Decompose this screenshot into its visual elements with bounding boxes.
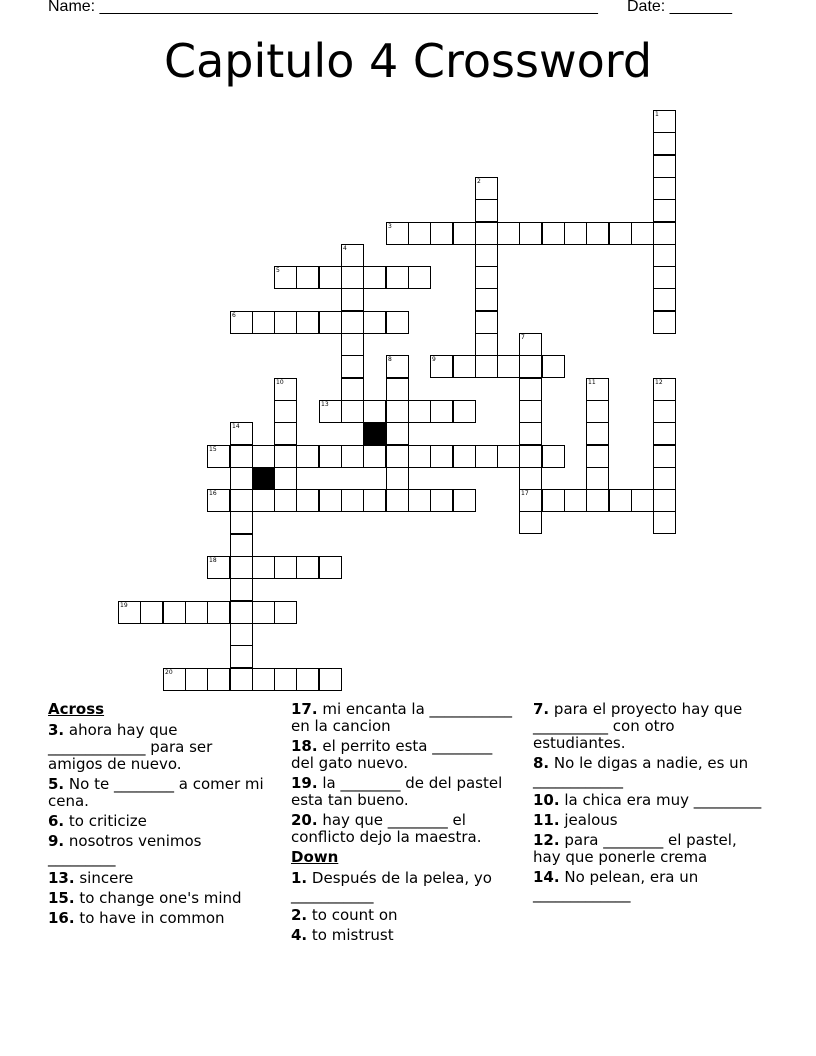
clue-text: el perrito esta ________ del gato nuevo. <box>291 737 493 772</box>
clue-item <box>48 910 268 927</box>
grid-cell[interactable] <box>207 668 230 691</box>
grid-cell[interactable] <box>430 489 453 512</box>
clue-text: para ________ el pastel, hay que ponerle crema <box>533 831 737 866</box>
grid-cell[interactable] <box>230 645 253 668</box>
grid-cell[interactable] <box>430 445 453 468</box>
clue-number: 13 <box>321 401 329 408</box>
clue-number-label: 9. <box>48 832 65 850</box>
grid-cell[interactable] <box>118 601 141 624</box>
clue-text: No pelean, era un _____________ <box>533 868 699 903</box>
clue-text: No te ________ a comer mi cena. <box>48 775 264 810</box>
clue-item <box>533 869 768 903</box>
grid-cell[interactable] <box>296 556 319 579</box>
grid-cell[interactable] <box>341 333 364 356</box>
grid-cell[interactable] <box>319 400 342 423</box>
grid-cell[interactable] <box>341 288 364 311</box>
grid-cell[interactable] <box>185 668 208 691</box>
grid-cell[interactable] <box>341 244 364 267</box>
clue-item <box>48 813 268 830</box>
grid-cell[interactable] <box>185 601 208 624</box>
clue-number-label: 16. <box>48 909 75 927</box>
grid-cell[interactable] <box>207 445 230 468</box>
grid-cell[interactable] <box>497 355 520 378</box>
clue-number: 17 <box>521 490 529 497</box>
grid-cell[interactable] <box>475 288 498 311</box>
grid-cell[interactable] <box>274 467 297 490</box>
grid-cell[interactable] <box>586 467 609 490</box>
grid-cell[interactable] <box>252 311 275 334</box>
clue-number-label: 13. <box>48 869 75 887</box>
grid-cell[interactable] <box>542 222 565 245</box>
clue-number: 6 <box>232 312 236 319</box>
clue-item <box>291 870 516 904</box>
grid-cell[interactable] <box>386 400 409 423</box>
grid-cell[interactable] <box>230 668 253 691</box>
clue-item <box>291 701 516 735</box>
grid-cell[interactable] <box>296 668 319 691</box>
clue-number-label: 19. <box>291 774 318 792</box>
grid-cell[interactable] <box>341 489 364 512</box>
grid-cell[interactable] <box>586 400 609 423</box>
grid-cell[interactable] <box>386 222 409 245</box>
grid-cell[interactable] <box>430 222 453 245</box>
clue-number: 14 <box>232 423 240 430</box>
grid-cell[interactable] <box>207 601 230 624</box>
grid-cell[interactable] <box>252 668 275 691</box>
grid-block-cell <box>252 467 275 490</box>
grid-cell[interactable] <box>475 177 498 200</box>
clue-number: 12 <box>655 379 663 386</box>
grid-cell[interactable] <box>274 311 297 334</box>
grid-cell[interactable] <box>519 489 542 512</box>
grid-cell[interactable] <box>631 489 654 512</box>
clue-text: No le digas a nadie, es un ____________ <box>533 754 749 789</box>
grid-cell[interactable] <box>653 467 676 490</box>
grid-cell[interactable] <box>497 445 520 468</box>
clue-number: 20 <box>165 669 173 676</box>
grid-cell[interactable] <box>341 400 364 423</box>
grid-cell[interactable] <box>274 378 297 401</box>
clue-text: Después de la pelea, yo ___________ <box>291 869 492 904</box>
grid-cell[interactable] <box>519 333 542 356</box>
clue-number-label: 2. <box>291 906 308 924</box>
grid-cell[interactable] <box>230 556 253 579</box>
clue-number: 18 <box>209 557 217 564</box>
down-heading: Down <box>291 848 339 866</box>
grid-cell[interactable] <box>653 155 676 178</box>
grid-cell[interactable] <box>252 489 275 512</box>
grid-cell[interactable] <box>653 511 676 534</box>
grid-cell[interactable] <box>586 489 609 512</box>
grid-cell[interactable] <box>453 355 476 378</box>
grid-cell[interactable] <box>519 222 542 245</box>
clue-number: 11 <box>588 379 596 386</box>
across-heading: Across <box>48 700 105 718</box>
grid-cell[interactable] <box>519 355 542 378</box>
clue-number-label: 20. <box>291 811 318 829</box>
clue-number-label: 8. <box>533 754 550 772</box>
clue-number: 1 <box>655 111 659 118</box>
clue-text: to have in common <box>79 909 225 927</box>
grid-cell[interactable] <box>363 489 386 512</box>
grid-cell[interactable] <box>586 378 609 401</box>
clue-item <box>48 870 268 887</box>
grid-cell[interactable] <box>631 222 654 245</box>
clue-number-label: 18. <box>291 737 318 755</box>
grid-cell[interactable] <box>319 556 342 579</box>
clue-item <box>48 833 268 867</box>
grid-cell[interactable] <box>475 222 498 245</box>
grid-cell[interactable] <box>609 489 632 512</box>
grid-cell[interactable] <box>386 355 409 378</box>
grid-cell[interactable] <box>207 556 230 579</box>
grid-cell[interactable] <box>475 244 498 267</box>
grid-cell[interactable] <box>274 489 297 512</box>
clue-column-1 <box>48 701 268 930</box>
grid-cell[interactable] <box>519 422 542 445</box>
page-title: Capitulo 4 Crossword <box>163 34 653 88</box>
clue-item <box>291 927 516 944</box>
clue-number-label: 15. <box>48 889 75 907</box>
clue-column-3 <box>533 701 768 906</box>
grid-cell[interactable] <box>341 266 364 289</box>
clue-item <box>533 701 768 752</box>
grid-cell[interactable] <box>519 445 542 468</box>
clue-number: 2 <box>477 178 481 185</box>
grid-cell[interactable] <box>475 199 498 222</box>
grid-cell[interactable] <box>386 445 409 468</box>
name-field-label: Name: ________________________________________________________ <box>48 0 598 15</box>
clue-item <box>533 792 768 809</box>
grid-cell[interactable] <box>475 445 498 468</box>
grid-cell[interactable] <box>653 199 676 222</box>
clue-item <box>48 776 268 810</box>
grid-cell[interactable] <box>653 266 676 289</box>
grid-cell[interactable] <box>586 445 609 468</box>
grid-cell[interactable] <box>296 266 319 289</box>
grid-cell[interactable] <box>430 400 453 423</box>
grid-cell[interactable] <box>653 422 676 445</box>
grid-cell[interactable] <box>475 333 498 356</box>
grid-cell[interactable] <box>386 467 409 490</box>
clue-number: 7 <box>521 334 525 341</box>
grid-cell[interactable] <box>475 266 498 289</box>
grid-cell[interactable] <box>230 445 253 468</box>
clue-number: 15 <box>209 446 217 453</box>
grid-cell[interactable] <box>274 445 297 468</box>
grid-cell[interactable] <box>519 378 542 401</box>
grid-cell[interactable] <box>274 422 297 445</box>
clue-number-label: 11. <box>533 811 560 829</box>
grid-cell[interactable] <box>542 445 565 468</box>
grid-cell[interactable] <box>408 489 431 512</box>
grid-cell[interactable] <box>430 355 453 378</box>
grid-cell[interactable] <box>586 422 609 445</box>
grid-cell[interactable] <box>653 489 676 512</box>
grid-cell[interactable] <box>408 266 431 289</box>
grid-cell[interactable] <box>363 266 386 289</box>
grid-cell[interactable] <box>319 311 342 334</box>
grid-cell[interactable] <box>386 266 409 289</box>
clue-item <box>533 832 768 866</box>
grid-cell[interactable] <box>564 489 587 512</box>
grid-cell[interactable] <box>296 311 319 334</box>
grid-cell[interactable] <box>341 355 364 378</box>
grid-cell[interactable] <box>519 467 542 490</box>
grid-cell[interactable] <box>653 132 676 155</box>
grid-cell[interactable] <box>319 489 342 512</box>
clue-item <box>48 890 268 907</box>
grid-cell[interactable] <box>386 311 409 334</box>
grid-cell[interactable] <box>140 601 163 624</box>
clue-number-label: 6. <box>48 812 65 830</box>
grid-cell[interactable] <box>653 110 676 133</box>
grid-cell[interactable] <box>408 445 431 468</box>
grid-cell[interactable] <box>252 556 275 579</box>
grid-cell[interactable] <box>230 311 253 334</box>
grid-cell[interactable] <box>230 623 253 646</box>
grid-cell[interactable] <box>542 355 565 378</box>
clue-number-label: 7. <box>533 700 550 718</box>
grid-cell[interactable] <box>319 668 342 691</box>
grid-cell[interactable] <box>230 511 253 534</box>
grid-cell[interactable] <box>274 266 297 289</box>
clue-item <box>533 755 768 789</box>
grid-cell[interactable] <box>363 311 386 334</box>
grid-cell[interactable] <box>497 222 520 245</box>
grid-cell[interactable] <box>653 445 676 468</box>
clue-item <box>291 738 516 772</box>
grid-block-cell <box>363 422 386 445</box>
clue-number: 9 <box>432 356 436 363</box>
grid-cell[interactable] <box>564 222 587 245</box>
grid-cell[interactable] <box>296 445 319 468</box>
clue-number: 8 <box>388 356 392 363</box>
grid-cell[interactable] <box>653 288 676 311</box>
grid-cell[interactable] <box>386 422 409 445</box>
clue-text: hay que ________ el conflicto dejo la maestra. <box>291 811 482 846</box>
grid-cell[interactable] <box>386 489 409 512</box>
clue-text: sincere <box>79 869 134 887</box>
grid-cell[interactable] <box>230 578 253 601</box>
clue-number: 5 <box>276 267 280 274</box>
grid-cell[interactable] <box>653 177 676 200</box>
grid-cell[interactable] <box>586 222 609 245</box>
grid-cell[interactable] <box>453 445 476 468</box>
grid-cell[interactable] <box>475 355 498 378</box>
grid-cell[interactable] <box>230 467 253 490</box>
grid-cell[interactable] <box>341 378 364 401</box>
clue-text: to count on <box>311 906 398 924</box>
grid-cell[interactable] <box>386 378 409 401</box>
clue-text: la chica era muy _________ <box>564 791 762 809</box>
grid-cell[interactable] <box>274 400 297 423</box>
clue-number-label: 4. <box>291 926 308 944</box>
grid-cell[interactable] <box>319 445 342 468</box>
grid-cell[interactable] <box>653 400 676 423</box>
clue-number-label: 1. <box>291 869 308 887</box>
grid-cell[interactable] <box>230 601 253 624</box>
grid-cell[interactable] <box>519 511 542 534</box>
clue-text: nosotros venimos _________ <box>48 832 202 867</box>
grid-cell[interactable] <box>230 422 253 445</box>
clue-text: ahora hay que _____________ para ser amigos de nuevo. <box>48 721 213 773</box>
clue-text: to mistrust <box>311 926 394 944</box>
clue-text: to criticize <box>68 812 147 830</box>
grid-cell[interactable] <box>653 378 676 401</box>
grid-cell[interactable] <box>252 445 275 468</box>
clue-number: 4 <box>343 245 347 252</box>
grid-cell[interactable] <box>363 400 386 423</box>
grid-cell[interactable] <box>542 489 565 512</box>
grid-cell[interactable] <box>230 489 253 512</box>
clue-column-2 <box>291 701 516 947</box>
clue-number: 10 <box>276 379 284 386</box>
clue-item <box>291 907 516 924</box>
clue-number-label: 14. <box>533 868 560 886</box>
clue-text: to change one's mind <box>79 889 242 907</box>
grid-cell[interactable] <box>408 400 431 423</box>
clue-number-label: 12. <box>533 831 560 849</box>
grid-cell[interactable] <box>453 489 476 512</box>
date-field-label: Date: _______ <box>627 0 732 15</box>
clue-item <box>291 812 516 846</box>
grid-cell[interactable] <box>363 445 386 468</box>
grid-cell[interactable] <box>207 489 230 512</box>
clue-text: mi encanta la ___________ en la cancion <box>291 700 513 735</box>
grid-cell[interactable] <box>319 266 342 289</box>
grid-cell[interactable] <box>163 601 186 624</box>
grid-cell[interactable] <box>252 601 275 624</box>
grid-cell[interactable] <box>453 400 476 423</box>
clue-number: 3 <box>388 223 392 230</box>
grid-cell[interactable] <box>230 534 253 557</box>
grid-cell[interactable] <box>653 244 676 267</box>
grid-cell[interactable] <box>163 668 186 691</box>
grid-cell[interactable] <box>408 222 431 245</box>
grid-cell[interactable] <box>453 222 476 245</box>
clue-item <box>533 812 768 829</box>
clue-text: para el proyecto hay que __________ con otro estudiantes. <box>533 700 743 752</box>
grid-cell[interactable] <box>274 601 297 624</box>
grid-cell[interactable] <box>475 311 498 334</box>
clue-number-label: 5. <box>48 775 65 793</box>
clue-number: 16 <box>209 490 217 497</box>
grid-cell[interactable] <box>341 445 364 468</box>
clue-number: 19 <box>120 602 128 609</box>
grid-cell[interactable] <box>341 311 364 334</box>
grid-cell[interactable] <box>296 489 319 512</box>
clue-item <box>48 722 268 773</box>
clue-item <box>291 775 516 809</box>
clue-number-label: 3. <box>48 721 65 739</box>
clue-number-label: 10. <box>533 791 560 809</box>
clue-text: la ________ de del pastel esta tan bueno. <box>291 774 503 809</box>
grid-cell[interactable] <box>653 311 676 334</box>
grid-cell[interactable] <box>274 668 297 691</box>
clue-text: jealous <box>564 811 618 829</box>
clue-number-label: 17. <box>291 700 318 718</box>
grid-cell[interactable] <box>653 222 676 245</box>
grid-cell[interactable] <box>609 222 632 245</box>
grid-cell[interactable] <box>519 400 542 423</box>
grid-cell[interactable] <box>274 556 297 579</box>
